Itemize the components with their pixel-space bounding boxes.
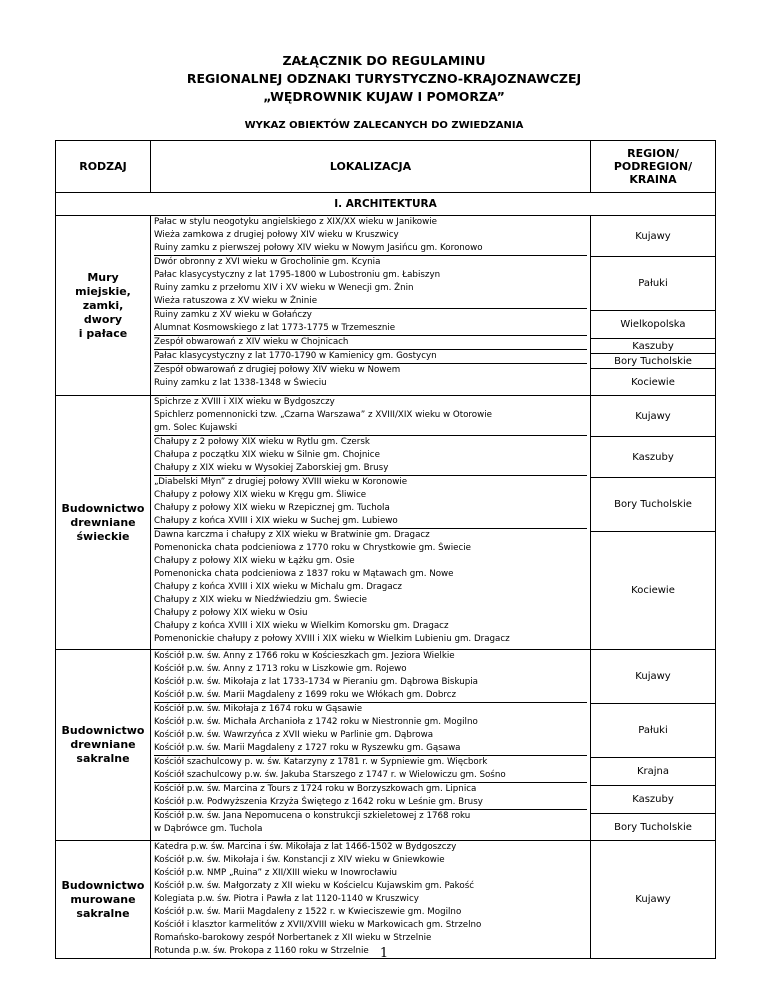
category-name-line: i pałace <box>78 326 128 340</box>
document-subtitle: WYKAZ OBIEKTÓW ZALECANYCH DO ZWIEDZANIA <box>244 120 524 131</box>
region-label: Kujawy <box>591 396 715 437</box>
location-item: Chałupy z połowy XIX wieku w Rzepicznej gm. Tuchola <box>154 503 390 513</box>
location-cell <box>151 650 591 841</box>
region-label: Wielkopolska <box>591 311 715 339</box>
location-group <box>154 810 587 836</box>
region-label: Kaszuby <box>591 786 715 814</box>
region-label: Pałuki <box>591 704 715 758</box>
location-item: Dawna karczma i chałupy z XIX wieku w Bratwinie gm. Dragacz <box>154 530 430 540</box>
location-item: Romańsko-barokowy zespół Norbertanek z XII wieku w Strzelnie <box>154 933 432 943</box>
location-item: Kościół p.w. św. Mikołaja z lat 1733-1734 w Pieraniu gm. Dąbrowa Biskupia <box>154 677 478 687</box>
category-name-line: miejskie, <box>75 284 131 298</box>
location-item: Chałupy z końca XVIII i XIX wieku w Suchej gm. Lubiewo <box>154 516 398 526</box>
category-name-line: Budownictwo <box>61 878 145 892</box>
category-name-line: dwory <box>83 312 123 326</box>
location-item: Pałac w stylu neogotyku angielskiego z XIX/XX wieku w Janikowie <box>154 217 437 227</box>
region-label: Krajna <box>591 758 715 786</box>
location-item: Kościół p.w. Podwyższenia Krzyża Świętego z 1642 roku w Leśnie gm. Brusy <box>154 797 483 807</box>
header-location: LOKALIZACJA <box>151 141 591 193</box>
header-region-line-1: REGION/ <box>627 147 679 160</box>
title-line-2: REGIONALNEJ ODZNAKI TURYSTYCZNO-KRAJOZNAWCZEJ <box>186 71 582 86</box>
header-region <box>591 141 716 193</box>
region-label: Kociewie <box>631 376 675 388</box>
location-item: w Dąbrówce gm. Tuchola <box>154 824 263 834</box>
location-group <box>154 364 587 390</box>
region-label: Kaszuby <box>591 437 715 478</box>
category-row <box>56 216 716 396</box>
location-item: Zespół obwarowań z XIV wieku w Chojnicach <box>154 337 349 347</box>
location-group <box>154 396 587 436</box>
location-item: Chałupy z połowy XIX wieku w Łążku gm. Osie <box>154 556 355 566</box>
location-item: Kościół p.w. św. Małgorzaty z XII wieku w Kościelcu Kujawskim gm. Pakość <box>154 881 475 891</box>
category-name-line: sakralne <box>76 752 130 765</box>
location-item: Rotunda p.w. św. Prokopa z 1160 roku w Strzelnie <box>154 946 369 956</box>
region-label: Kujawy <box>591 650 715 704</box>
location-group <box>154 336 587 350</box>
location-item: Kościół p.w. św. Michała Archanioła z 1742 roku w Niestronnie gm. Mogilno <box>154 717 478 727</box>
title-line-1: ZAŁĄCZNIK DO REGULAMINU <box>282 53 486 68</box>
location-item: Chałupy z połowy XIX wieku w Osiu <box>154 608 308 618</box>
location-item: Kościół p.w. św. Marii Magdaleny z 1727 roku w Ryszewku gm. Gąsawa <box>154 743 461 753</box>
category-name <box>56 650 151 841</box>
region-label: Kujawy <box>591 216 715 257</box>
category-name <box>56 841 151 959</box>
region-label: Bory Tucholskie <box>614 821 692 833</box>
location-item: gm. Solec Kujawski <box>154 423 238 433</box>
header-type: RODZAJ <box>56 141 151 193</box>
location-item: Kościół p.w. św. Jana Nepomucena o konstrukcji szkieletowej z 1768 roku <box>154 811 471 821</box>
header-region-line-3: KRAINA <box>629 173 677 186</box>
location-item: Kościół i klasztor karmelitów z XVII/XVIII wieku w Markowicach gm. Strzelno <box>154 920 482 930</box>
location-item: Pałac klasycystyczny z lat 1770-1790 w Kamienicy gm. Gostycyn <box>154 351 437 361</box>
location-group <box>154 436 587 476</box>
location-item: Wieża zamkowa z drugiej połowy XIV wieku w Kruszwicy <box>154 230 399 240</box>
category-row <box>56 396 716 650</box>
region-label: Kujawy <box>635 894 671 905</box>
location-item: Kościół p.w. św. Mikołaja i św. Konstancji z XIV wieku w Gniewkowie <box>154 855 445 865</box>
location-group <box>154 476 587 529</box>
location-item: „Diabelski Młyn” z drugiej połowy XVIII wieku w Koronowie <box>154 477 408 487</box>
page-number: 1 <box>379 946 389 961</box>
location-cell <box>151 396 591 650</box>
location-item: Kolegiata p.w. św. Piotra i Pawła z lat 1120-1140 w Kruszwicy <box>154 894 419 904</box>
category-name-line: Budownictwo <box>61 501 145 515</box>
category-name-line: drewniane <box>70 515 136 529</box>
location-group <box>154 256 587 309</box>
location-item: Ruiny zamku z przełomu XIV i XV wieku w Wenecji gm. Żnin <box>154 283 414 293</box>
location-item: Kościół p.w. św. Mikołaja z 1674 roku w Gąsawie <box>154 704 363 714</box>
region-cell <box>591 216 716 396</box>
region-label: Bory Tucholskie <box>591 354 715 369</box>
location-item: Kościół szachulcowy p. w. św. Katarzyny z 1781 r. w Sypniewie gm. Więcbork <box>154 757 488 767</box>
location-item: Alumnat Kosmowskiego z lat 1773-1775 w Trzemesznie <box>154 323 396 333</box>
location-group <box>154 309 587 336</box>
category-name <box>56 396 151 650</box>
location-cell <box>151 216 591 396</box>
title-line-3: „WĘDROWNIK KUJAW I POMORZA” <box>263 89 505 104</box>
header-region-line-2: PODREGION/ <box>613 160 693 173</box>
location-item: Kościół p.w. św. Marii Magdaleny z 1699 roku we Włókach gm. Dobrcz <box>154 690 457 700</box>
category-name-line: świeckie <box>76 529 130 543</box>
location-item: Kościół p.w. św. Marcina z Tours z 1724 roku w Borzyszkowach gm. Lipnica <box>154 784 477 794</box>
location-item: Chałupy z połowy XIX wieku w Kręgu gm. Śliwice <box>154 490 367 500</box>
document-title <box>0 52 768 106</box>
region-label: Pałuki <box>591 257 715 311</box>
location-group <box>154 529 587 646</box>
location-item: Kościół p.w. św. Anny z 1713 roku w Liszkowie gm. Rojewo <box>154 664 407 674</box>
category-name <box>56 216 151 396</box>
location-item: Kościół szachulcowy p.w. św. Jakuba Starszego z 1747 r. w Wielowiczu gm. Sośno <box>154 770 506 780</box>
location-group <box>154 783 587 810</box>
location-group <box>154 650 587 703</box>
location-item: Ruiny zamku z pierwszej połowy XIV wieku w Nowym Jasińcu gm. Koronowo <box>154 243 483 253</box>
category-name-line: murowane <box>70 892 136 906</box>
location-item: Spichlerz pomennonicki tzw. „Czarna Warszawa” z XVIII/XIX wieku w Otorowie <box>154 410 492 420</box>
location-item: Ruiny zamku z XV wieku w Gołańczy <box>154 310 312 320</box>
location-item: Chałupy z końca XVIII i XIX wieku w Wielkim Komorsku gm. Dragacz <box>154 621 449 631</box>
objects-table <box>55 140 716 959</box>
region-cell <box>591 650 716 841</box>
category-name-line: Mury <box>87 270 119 284</box>
location-item: Pomenonicka chata podcieniowa z 1770 roku w Chrystkowie gm. Świecie <box>154 543 472 553</box>
location-item: Wieża ratuszowa z XV wieku w Żninie <box>154 296 318 306</box>
category-name-line: Budownictwo <box>61 724 145 737</box>
location-item: Chałupy z XIX wieku w Niedźwiedziu gm. Świecie <box>154 595 367 605</box>
location-item: Dwór obronny z XVI wieku w Grocholinie gm. Kcynia <box>154 257 381 267</box>
region-label: Kaszuby <box>591 339 715 354</box>
location-item: Pomenonicka chata podcieniowa z 1837 roku w Mątawach gm. Nowe <box>154 569 454 579</box>
section-title: I. ARCHITEKTURA <box>56 193 716 216</box>
location-item: Zespół obwarowań z drugiej połowy XIV wieku w Nowem <box>154 365 401 375</box>
location-item: Pomenonickie chałupy z połowy XVIII i XIX wieku w Wielkim Lubieniu gm. Dragacz <box>154 634 510 644</box>
location-item: Ruiny zamku z lat 1338-1348 w Świeciu <box>154 378 327 388</box>
location-group <box>154 216 587 256</box>
location-group <box>154 350 587 364</box>
category-row <box>56 650 716 841</box>
location-group <box>154 756 587 783</box>
location-group <box>154 841 587 958</box>
location-item: Chałupy z XIX wieku w Wysokiej Zaborskiej gm. Brusy <box>154 463 389 473</box>
location-item: Chałupy z końca XVIII i XIX wieku w Michalu gm. Dragacz <box>154 582 402 592</box>
location-item: Katedra p.w. św. Marcina i św. Mikołaja z lat 1466-1502 w Bydgoszczy <box>154 842 457 852</box>
location-item: Kościół p.w. św. Anny z 1766 roku w Kościeszkach gm. Jeziora Wielkie <box>154 651 455 661</box>
location-item: Pałac klasycystyczny z lat 1795-1800 w Lubostroniu gm. Łabiszyn <box>154 270 441 280</box>
category-name-line: drewniane <box>70 738 136 751</box>
location-item: Kościół p.w. św. Wawrzyńca z XVII wieku w Parlinie gm. Dąbrowa <box>154 730 434 740</box>
location-item: Kościół p.w. św. Marii Magdaleny z 1522 r. w Kwieciszewie gm. Mogilno <box>154 907 462 917</box>
location-cell <box>151 841 591 959</box>
location-item: Spichrze z XVIII i XIX wieku w Bydgoszczy <box>154 397 335 407</box>
region-label: Bory Tucholskie <box>591 478 715 532</box>
location-item: Chałupy z 2 połowy XIX wieku w Rytlu gm. Czersk <box>154 437 370 447</box>
region-cell <box>591 841 716 959</box>
location-group <box>154 703 587 756</box>
region-cell <box>591 396 716 650</box>
category-name-line: sakralne <box>76 906 130 920</box>
location-item: Chałupa z początku XIX wieku w Silnie gm. Chojnice <box>154 450 380 460</box>
location-item: Kościół p.w. NMP „Ruina” z XII/XIII wieku w Inowrocławiu <box>154 868 398 878</box>
category-row <box>56 841 716 959</box>
region-label: Kociewie <box>631 585 675 596</box>
category-name-line: zamki, <box>82 298 124 312</box>
